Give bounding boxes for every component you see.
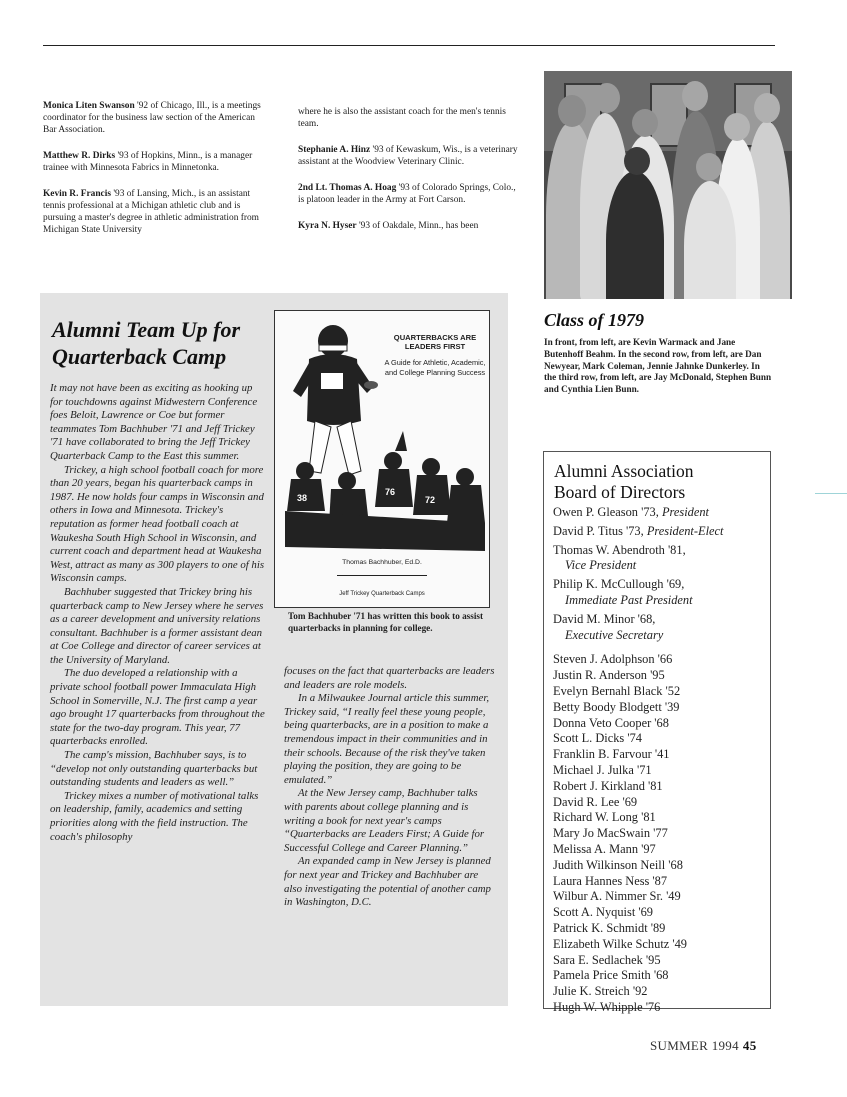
board-member: Donna Veto Cooper '68	[553, 715, 669, 730]
board-member: Steven J. Adolphson '66	[553, 652, 673, 667]
photo-person-head	[632, 109, 658, 137]
article-paragraph: The camp's mission, Bachhuber says, is to “develop not only outstanding quarterbacks but outstanding students and leaders as well.”	[50, 749, 258, 789]
book-divider	[337, 575, 427, 576]
class-notes-column-1	[43, 100, 268, 250]
article-column-2	[284, 665, 498, 910]
board-member: Sara E. Sedlachek '95	[553, 952, 661, 967]
board-list	[553, 505, 765, 1016]
class-of-1979-photo	[544, 71, 792, 299]
svg-text:72: 72	[425, 495, 436, 505]
board-member: Richard W. Long '81	[553, 810, 656, 825]
class-note: Kevin R. Francis '93 of Lansing, Mich., is an assistant tennis professional at a Michigan athletic club and is pursuing a master's degree in athletic administration from Michigan State University	[43, 189, 259, 235]
top-rule	[43, 45, 775, 46]
article-paragraph: At the New Jersey camp, Bachhuber talks with parents about college planning and is writing a book for next year's camps “Quarterbacks are Leaders First; A Guide for Successful College and Career Planning.”	[284, 787, 485, 854]
board-member: Elizabeth Wilke Schutz '49	[553, 936, 687, 951]
book-caption: Tom Bachhuber '71 has written this book to assist quarterbacks in planning for college.	[288, 611, 484, 633]
board-member: Laura Hannes Ness '87	[553, 873, 668, 888]
article-paragraph: In a Milwaukee Journal article this summer, Trickey said, “I really feel these young people, being quarterbacks, are in a position to make a tremendous impact in their communities and in their schools. Because of the risk they've taken playing the position, they are going to be emulated.”	[284, 692, 490, 786]
board-members	[553, 652, 765, 1015]
photo-person	[684, 181, 736, 299]
svg-text:38: 38	[297, 493, 308, 503]
margin-mark	[815, 493, 847, 494]
board-member: Robert J. Kirkland '81	[553, 778, 663, 793]
board-member: Melissa A. Mann '97	[553, 841, 656, 856]
article-paragraph: An expanded camp in New Jersey is planned for next year and Trickey and Bachhuber are also investigating the potential of another camp in Washington, D.C.	[284, 855, 491, 909]
board-officer: Owen P. Gleason '73, President	[553, 505, 709, 519]
board-member: Julie K. Streich '92	[553, 984, 648, 999]
article-paragraph: Trickey, a high school football coach for more than 20 years, began his quarterback camps in 1987. He now holds four camps in Wisconsin and others in Iowa and Minnesota. Trickey's reputation as former head football coach at Waukesha South High School in Wisconsin, and current coach and department head at Waukesha West, attract as many as 300 players to one of his Wisconsin camps.	[50, 463, 265, 585]
class-note: Monica Liten Swanson '92 of Chicago, Ill., is a meetings coordinator for the business law section of the American Bar Association.	[43, 101, 261, 135]
class-note: Matthew R. Dirks '93 of Hopkins, Minn., is a manager trainee with Minnesota Fabrics in Minnetonka.	[43, 151, 253, 173]
photo-person-head	[624, 147, 650, 175]
article-paragraph: It may not have been as exciting as hooking up for touchdowns against Midwestern Conference foes Beloit, Lawrence or Coe but former teammates Tom Bachhuber '71 and Jeff Trickey '71 have collaborated to bring the Jeff Trickey Quarterback Camp to the East this summer.	[50, 382, 258, 462]
article-paragraph: focuses on the fact that quarterbacks are leaders and leaders are role models.	[284, 665, 495, 691]
board-member: Mary Jo MacSwain '77	[553, 826, 668, 841]
class-note: 2nd Lt. Thomas A. Hoag '93 of Colorado Springs, Colo., is platoon leader in the Army at Fort Carson.	[298, 183, 516, 205]
board-member: Pamela Price Smith '68	[553, 968, 669, 983]
board-member: Franklin B. Farvour '41	[553, 747, 670, 762]
photo-person-head	[682, 81, 708, 111]
board-member: Wilbur A. Nimmer Sr. '49	[553, 889, 681, 904]
book-author: Thomas Bachhuber, Ed.D.	[342, 559, 422, 566]
class-note: Stephanie A. Hinz '93 of Kewaskum, Wis., is a veterinary assistant at the Woodview Veterinary Clinic.	[298, 145, 518, 167]
class-notes-column-2	[298, 106, 522, 246]
board-member: Justin R. Anderson '95	[553, 668, 665, 683]
board-officer: Philip K. McCullough '69, Immediate Past President	[553, 577, 693, 607]
photo-person-head	[558, 95, 586, 127]
book-cover	[274, 310, 490, 608]
article-column-1	[50, 382, 266, 844]
board-member: Evelyn Bernahl Black '52	[553, 683, 681, 698]
board-officer: David M. Minor '68, Executive Secretary	[553, 611, 664, 642]
class-note-continued: where he is also the assistant coach for the men's tennis team.	[298, 107, 506, 129]
page-footer	[650, 1038, 757, 1054]
photo-person-head	[724, 113, 750, 141]
board-title: Alumni Association Board of Directors	[554, 461, 694, 502]
photo-title: Class of 1979	[544, 310, 645, 330]
board-member: Judith Wilkinson Neill '68	[553, 857, 683, 872]
board-member: Scott L. Dicks '74	[553, 731, 642, 746]
page-number: 45	[742, 1038, 757, 1053]
book-title: QUARTERBACKS ARE LEADERS FIRST	[393, 333, 477, 352]
board-member: Hugh W. Whipple '76	[553, 999, 661, 1014]
article-title: Alumni Team Up for Quarterback Camp	[52, 317, 241, 369]
photo-person	[606, 171, 664, 299]
article-paragraph: Bachhuber suggested that Trickey bring his quarterback camp to New Jersey where he serves as a career development and university relations consultant. Bachhuber is a former assistant dean at Coe College and director of career services at the University of Maryland.	[50, 585, 264, 666]
book-publisher: Jeff Trickey Quarterback Camps	[339, 591, 425, 597]
board-member: Betty Boody Blodgett '39	[553, 699, 680, 714]
board-member: Scott A. Nyquist '69	[553, 905, 653, 920]
article-paragraph: Trickey mixes a number of motivational talks on leadership, family, academics and setting priorities along with the field instruction. The coach's philosophy	[50, 789, 259, 843]
board-member: David R. Lee '69	[553, 794, 638, 809]
board-officer: David P. Titus '73, President-Elect	[553, 523, 724, 538]
class-note: Kyra N. Hyser '93 of Oakdale, Minn., has been	[298, 221, 479, 231]
photo-person-head	[696, 153, 722, 181]
photo-person-head	[594, 83, 620, 113]
board-member: Michael J. Julka '71	[553, 762, 652, 777]
svg-text:76: 76	[385, 487, 396, 497]
board-officer: Thomas W. Abendroth '81, Vice President	[553, 542, 686, 573]
issue-label: SUMMER 1994	[650, 1038, 739, 1053]
photo-person-head	[754, 93, 780, 123]
photo-caption: In front, from left, are Kevin Warmack and Jane Butenhoff Beahm. In the second row, from left, are Dan Newyear, Mark Coleman, Jennie Jahnke Dunkerley. In the third row, from left, are Jay McDonald, Stephen Bunn and Cynthia Lien Bunn.	[544, 337, 772, 395]
board-member: Patrick K. Schmidt '89	[553, 920, 666, 935]
book-subtitle: A Guide for Athletic, Academic, and College Planning Success	[384, 358, 486, 377]
article-paragraph: The duo developed a relationship with a private school football power Immaculata High School in Somerville, N.J. The first camp a year ago brought 17 quarterbacks from throughout the state for the two-day program. This year, 77 quarterbacks enrolled.	[50, 667, 265, 748]
